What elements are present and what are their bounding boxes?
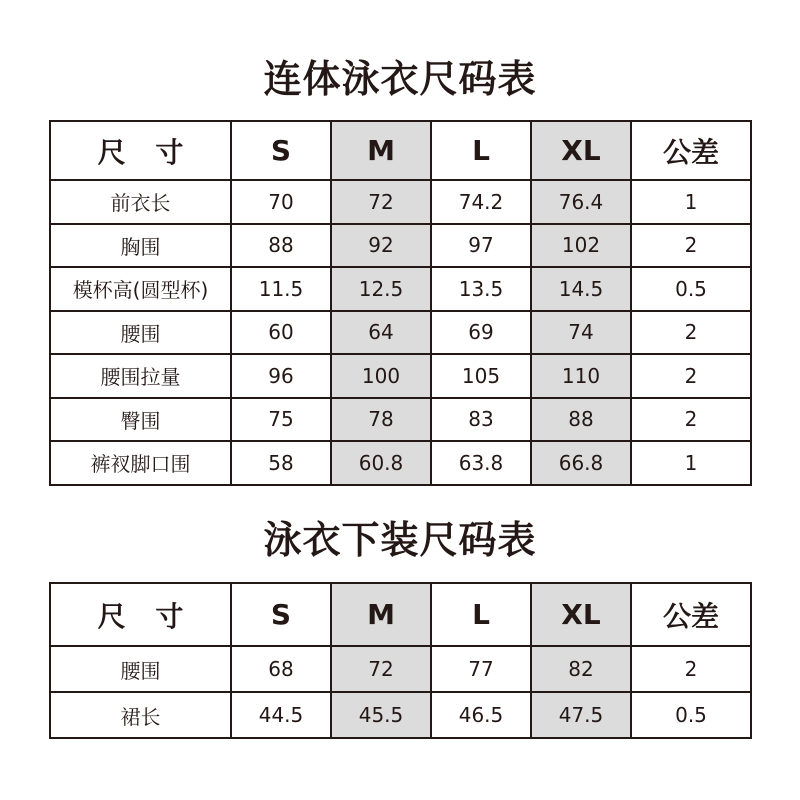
table-row — [50, 441, 751, 485]
cell-l: 77 — [431, 646, 531, 692]
header-tolerance: 公差 — [631, 121, 751, 180]
cell-s: 70 — [231, 180, 331, 224]
header-size-label: 尺 寸 — [50, 583, 231, 646]
header-s: S — [231, 583, 331, 646]
cell-m: 60.8 — [331, 441, 431, 485]
cell-l: 13.5 — [431, 267, 531, 311]
row-label: 腰围拉量 — [50, 354, 231, 398]
cell-s: 11.5 — [231, 267, 331, 311]
cell-s: 44.5 — [231, 692, 331, 738]
row-label: 前衣长 — [50, 180, 231, 224]
cell-l: 105 — [431, 354, 531, 398]
cell-tolerance: 2 — [631, 311, 751, 355]
cell-tolerance: 0.5 — [631, 267, 751, 311]
row-label: 裤衩脚口围 — [50, 441, 231, 485]
cell-tolerance: 2 — [631, 224, 751, 268]
cell-xl: 102 — [531, 224, 631, 268]
row-label: 模杯高(圆型杯) — [50, 267, 231, 311]
table-row — [50, 224, 751, 268]
cell-m: 72 — [331, 180, 431, 224]
bottoms-size-table — [49, 582, 752, 739]
cell-s: 75 — [231, 398, 331, 442]
cell-tolerance: 2 — [631, 354, 751, 398]
cell-l: 46.5 — [431, 692, 531, 738]
cell-m: 78 — [331, 398, 431, 442]
cell-m: 100 — [331, 354, 431, 398]
table-row — [50, 354, 751, 398]
header-size-label: 尺 寸 — [50, 121, 231, 180]
header-l: L — [431, 121, 531, 180]
cell-tolerance: 2 — [631, 646, 751, 692]
cell-s: 60 — [231, 311, 331, 355]
table2-title: 泳衣下装尺码表 — [263, 518, 537, 562]
cell-l: 74.2 — [431, 180, 531, 224]
header-tolerance: 公差 — [631, 583, 751, 646]
cell-tolerance: 0.5 — [631, 692, 751, 738]
cell-s: 58 — [231, 441, 331, 485]
cell-xl: 76.4 — [531, 180, 631, 224]
cell-xl: 74 — [531, 311, 631, 355]
cell-xl: 47.5 — [531, 692, 631, 738]
cell-xl: 66.8 — [531, 441, 631, 485]
header-m: M — [331, 121, 431, 180]
cell-m: 45.5 — [331, 692, 431, 738]
cell-xl: 88 — [531, 398, 631, 442]
header-row — [50, 121, 751, 180]
header-l: L — [431, 583, 531, 646]
cell-xl: 14.5 — [531, 267, 631, 311]
cell-tolerance: 1 — [631, 441, 751, 485]
header-xl: XL — [531, 121, 631, 180]
cell-tolerance: 2 — [631, 398, 751, 442]
cell-xl: 82 — [531, 646, 631, 692]
cell-m: 92 — [331, 224, 431, 268]
cell-l: 69 — [431, 311, 531, 355]
row-label: 裙长 — [50, 692, 231, 738]
table1-title: 连体泳衣尺码表 — [263, 57, 537, 101]
table-row — [50, 646, 751, 692]
table-row — [50, 398, 751, 442]
cell-tolerance: 1 — [631, 180, 751, 224]
row-label: 腰围 — [50, 311, 231, 355]
table-row — [50, 180, 751, 224]
cell-m: 12.5 — [331, 267, 431, 311]
cell-xl: 110 — [531, 354, 631, 398]
row-label: 胸围 — [50, 224, 231, 268]
header-xl: XL — [531, 583, 631, 646]
cell-s: 96 — [231, 354, 331, 398]
header-m: M — [331, 583, 431, 646]
header-row — [50, 583, 751, 646]
cell-s: 88 — [231, 224, 331, 268]
cell-l: 97 — [431, 224, 531, 268]
row-label: 臀围 — [50, 398, 231, 442]
cell-m: 72 — [331, 646, 431, 692]
cell-l: 63.8 — [431, 441, 531, 485]
swimsuit-size-table — [49, 120, 752, 486]
row-label: 腰围 — [50, 646, 231, 692]
table-row — [50, 311, 751, 355]
table-row — [50, 692, 751, 738]
cell-l: 83 — [431, 398, 531, 442]
table-row — [50, 267, 751, 311]
cell-s: 68 — [231, 646, 331, 692]
header-s: S — [231, 121, 331, 180]
cell-m: 64 — [331, 311, 431, 355]
